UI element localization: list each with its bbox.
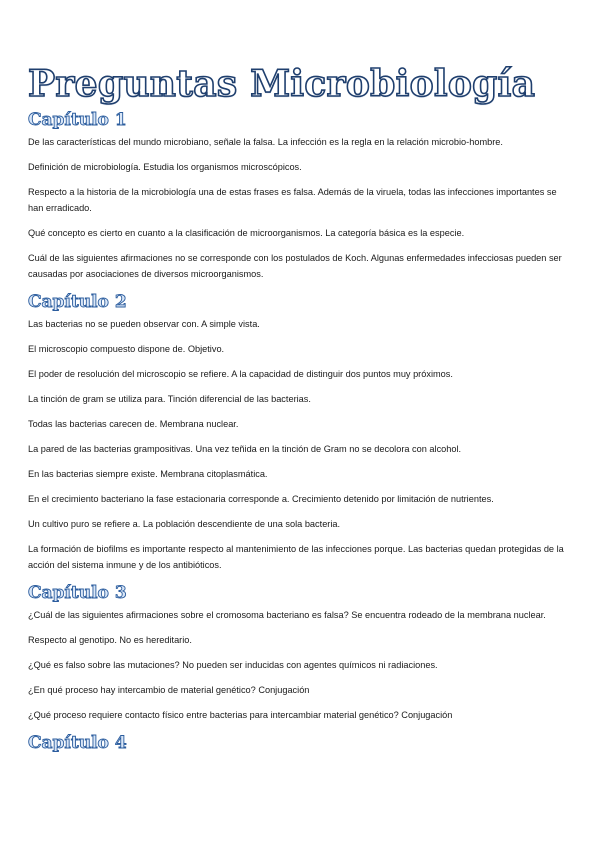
chapter-3-heading: Capítulo 3 [28,583,127,603]
question-3-5: ¿Qué proceso requiere contacto físico entre bacterias para intercambiar material genético? Conjugación [28,710,453,720]
question-2-7: En las bacterias siempre existe. Membrana citoplasmática. [28,469,268,479]
question-1-4: Qué concepto es cierto en cuanto a la clasificación de microorganismos. La categoría básica es la especie. [28,228,465,238]
chapter-2-section [28,291,570,573]
question-2-1: Las bacterias no se pueden observar con. A simple vista. [28,319,260,329]
question-2-2: El microscopio compuesto dispone de. Objetivo. [28,344,225,354]
question-2-10: La formación de biofilms es importante respecto al mantenimiento de las infecciones porque. Las bacterias quedan protegidas de la acción del sistema inmune y de los antibióticos. [28,544,564,570]
chapter-1-section [28,109,570,282]
question-2-8: En el crecimiento bacteriano la fase estacionaria corresponde a. Crecimiento detenido por limitación de nutrientes. [28,494,494,504]
question-1-3: Respecto a la historia de la microbiología una de estas frases es falsa. Además de la viruela, todas las infecciones importantes se han erradicado. [28,187,557,213]
chapter-4-section [28,732,570,754]
question-3-3: ¿Qué es falso sobre las mutaciones? No pueden ser inducidas con agentes químicos ni radiaciones. [28,660,438,670]
chapter-4-heading: Capítulo 4 [28,733,127,753]
question-2-6: La pared de las bacterias grampositivas. Una vez teñida en la tinción de Gram no se decolora con alcohol. [28,444,462,454]
question-1-2: Definición de microbiología. Estudia los organismos microscópicos. [28,162,302,172]
question-3-1: ¿Cuál de las siguientes afirmaciones sobre el cromosoma bacteriano es falsa? Se encuentra rodeado de la membrana nuclear. [28,610,546,620]
question-2-9: Un cultivo puro se refiere a. La población descendiente de una sola bacteria. [28,519,341,529]
document-title: Preguntas Microbiología [28,63,536,105]
question-2-5: Todas las bacterias carecen de. Membrana nuclear. [28,419,239,429]
chapter-1-heading: Capítulo 1 [28,110,127,130]
question-2-3: El poder de resolución del microscopio se refiere. A la capacidad de distinguir dos puntos muy próximos. [28,369,453,379]
question-1-5: Cuál de las siguientes afirmaciones no se corresponde con los postulados de Koch. Algunas enfermedades infecciosas pueden ser causadas por asociaciones de diversos microorganismos. [28,253,562,279]
question-1-1: De las características del mundo microbiano, señale la falsa. La infección es la regla en la relación microbio-hombre. [28,137,503,147]
question-3-4: ¿En qué proceso hay intercambio de material genético? Conjugación [28,685,310,695]
question-2-4: La tinción de gram se utiliza para. Tinción diferencial de las bacterias. [28,394,311,404]
question-3-2: Respecto al genotipo. No es hereditario. [28,635,192,645]
chapter-2-heading: Capítulo 2 [28,292,127,312]
chapter-3-section [28,582,570,723]
